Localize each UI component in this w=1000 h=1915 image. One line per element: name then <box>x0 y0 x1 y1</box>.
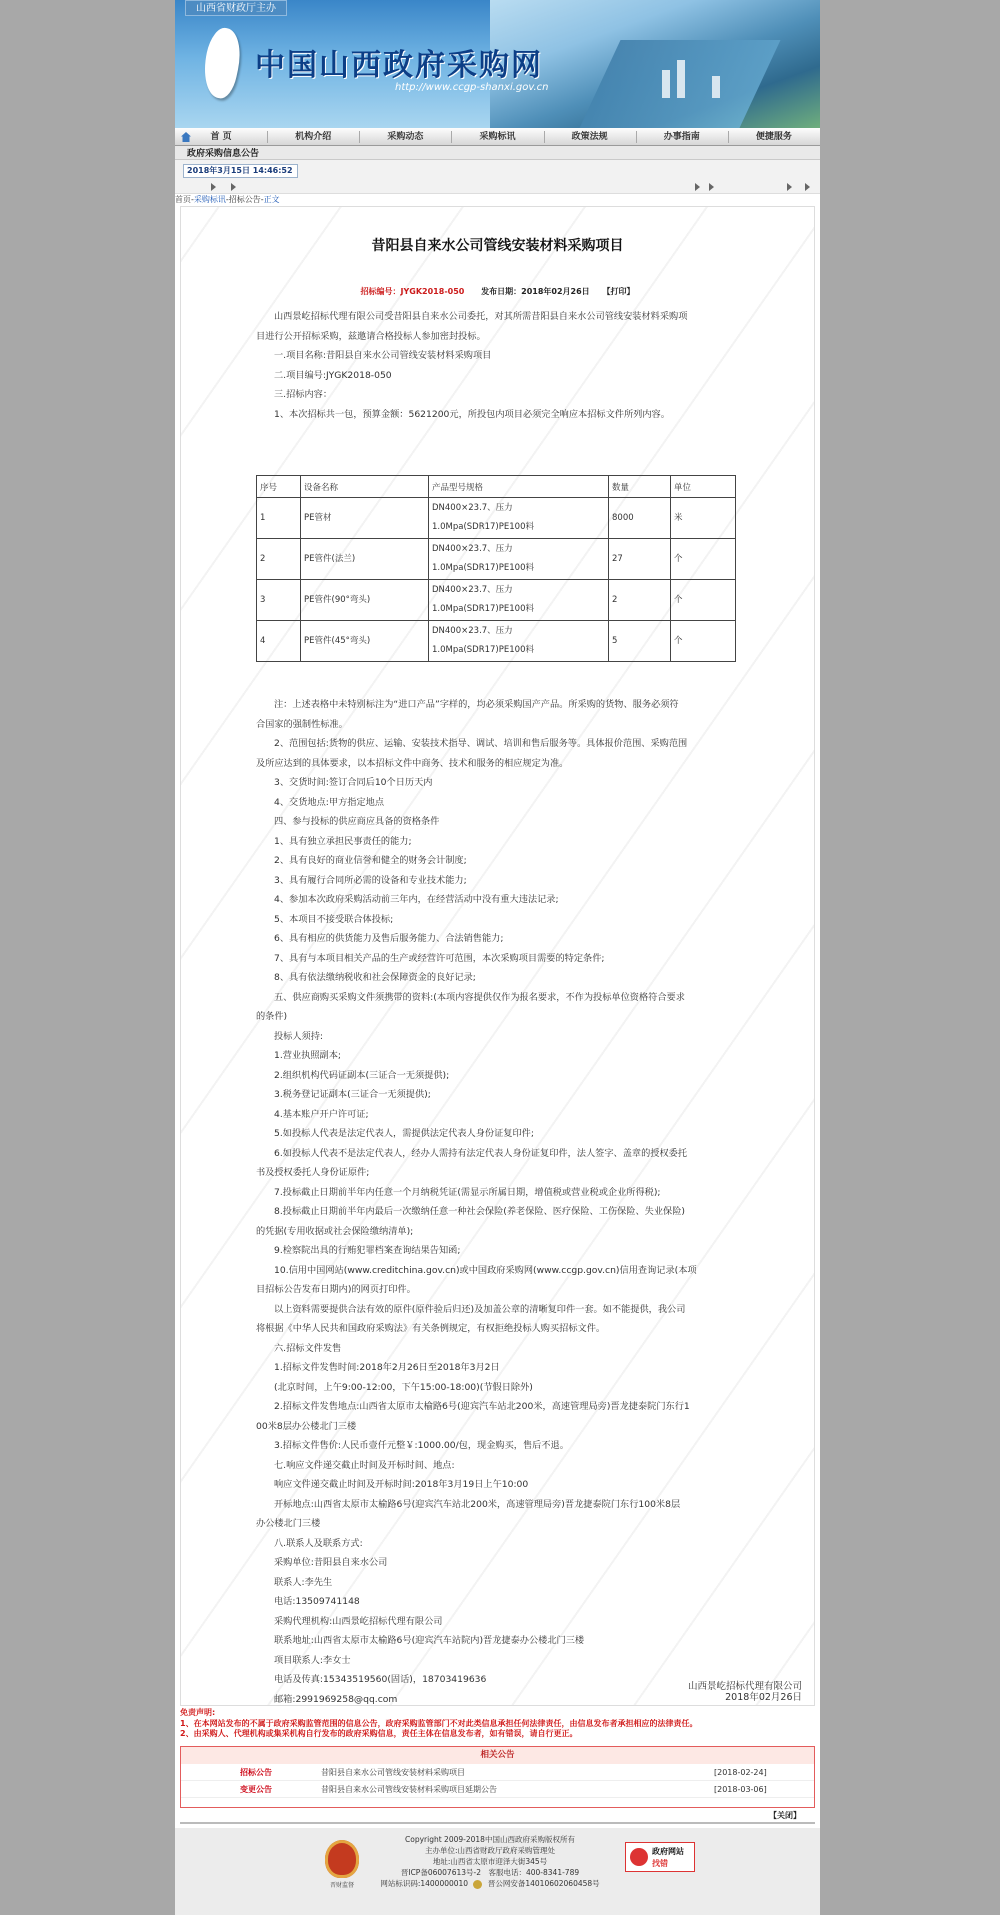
table-row <box>257 498 736 539</box>
cell: DN400×23.7、压力1.0Mpa(SDR17)PE100料 <box>429 498 609 539</box>
nav-label: 首 页 <box>210 132 232 142</box>
paragraph-line: 7.投标截止日期前半年内任意一个月纳税凭证(需显示所属日期，增值税或营业税或企业所得税); <box>274 1186 661 1198</box>
paragraph-line: 以上资料需要提供合法有效的原件(原件验后归还)及加盖公章的清晰复印件一套。如不能提供，我公司 <box>274 1303 686 1315</box>
related-notices <box>180 1746 815 1808</box>
cell: DN400×23.7、压力1.0Mpa(SDR17)PE100料 <box>429 621 609 662</box>
arrow-right-icon[interactable] <box>709 183 714 191</box>
signature-org: 山西景屹招标代理有限公司 <box>687 1681 802 1692</box>
arrow-right-icon[interactable] <box>231 183 236 191</box>
badge-title: 政府网站 <box>652 1847 684 1856</box>
nav-guide[interactable] <box>636 128 728 145</box>
supervision-emblem-icon[interactable] <box>325 1840 359 1878</box>
paragraph-line: 5.如投标人代表是法定代表人，需提供法定代表人身份证复印件; <box>274 1128 534 1139</box>
paragraph-line: 三.招标内容： <box>274 389 333 400</box>
cell: 米 <box>671 498 736 539</box>
notice-content <box>180 206 815 1706</box>
header-banner <box>175 0 820 128</box>
paragraph-line: (北京时间，上午9:00-12:00，下午15:00-18:00)(节假日除外) <box>274 1381 533 1393</box>
paragraph-line: 7、具有与本项目相关产品的生产或经营许可范围，本次采购项目需要的特定条件; <box>274 952 605 964</box>
publish-date: 发布日期：2018年02月26日 <box>481 287 590 296</box>
police-record[interactable]: 晋公网安备14010602060458号 <box>487 1879 600 1888</box>
nav-label: 采购动态 <box>387 132 424 142</box>
table-header-row <box>257 476 736 498</box>
paragraph-line: 00米8层办公楼北门三楼 <box>256 1420 357 1432</box>
table-row <box>257 580 736 621</box>
paragraph-line: 6、具有相应的供货能力及售后服务能力、合法销售能力; <box>274 933 504 944</box>
arrow-right-icon[interactable] <box>695 183 700 191</box>
paragraph-line: 一.项目名称:昔阳县自来水公司管线安装材料采购项目 <box>274 350 492 361</box>
breadcrumb <box>175 194 820 206</box>
paragraph-line: 3、具有履行合同所必需的设备和专业技术能力; <box>274 874 467 886</box>
cell: 1 <box>257 498 301 539</box>
paragraph-line: 采购单位:昔阳县自来水公司 <box>274 1557 388 1568</box>
paragraph-line: 8、具有依法缴纳税收和社会保障资金的良好记录; <box>274 972 476 983</box>
close-bar <box>180 1808 815 1824</box>
cell: DN400×23.7、压力1.0Mpa(SDR17)PE100料 <box>429 539 609 580</box>
paragraph-line: 联系人:李先生 <box>274 1576 333 1588</box>
nav-agencies[interactable] <box>267 128 359 145</box>
paragraph-line: 1、具有独立承担民事责任的能力; <box>274 835 412 847</box>
disclaimer <box>180 1706 815 1746</box>
paragraph-line: 2、具有良好的商业信誉和健全的财务会计制度; <box>274 855 467 866</box>
paragraph-line: 办公楼北门三楼 <box>256 1518 321 1529</box>
section-bar <box>175 146 820 160</box>
find-error-badge[interactable] <box>625 1842 695 1872</box>
paragraph-line: 书及授权委托人身份证原件; <box>256 1167 370 1178</box>
paragraph-line: 6.如投标人代表不是法定代表人，经办人需持有法定代表人身份证复印件，法人签字、盖章的授权委托 <box>274 1147 688 1159</box>
nav-home[interactable] <box>175 128 267 145</box>
col-header: 数量 <box>609 476 671 498</box>
address: 地址:山西省太原市迎泽大街345号 <box>432 1857 548 1866</box>
paragraph-line: 四、参与投标的供应商应具备的资格条件 <box>274 816 440 827</box>
disclaimer-line: 1、在本网站发布的不属于政府采购监管范围的信息公告，政府采购监管部门不对此类信息承担任何法律责任，由信息发布者承担相应的法律责任。 <box>180 1718 698 1728</box>
section-title: 政府采购信息公告 <box>187 149 260 159</box>
nav-label: 政策法规 <box>571 132 608 142</box>
disclaimer-line: 2、由采购人、代理机构或集采机构自行发布的政府采购信息，责任主体在信息发布者，如有错误，请自行更正。 <box>180 1729 578 1738</box>
cell: 个 <box>671 539 736 580</box>
cell: PE管件(90°弯头) <box>301 580 429 621</box>
notice-meta <box>181 286 814 297</box>
cell: 3 <box>257 580 301 621</box>
paragraph-line: 注：上述表格中未特别标注为“进口产品”字样的，均必须采购国产产品。所采购的货物、服务必须符 <box>274 699 679 710</box>
nav-label: 采购标讯 <box>479 132 516 142</box>
badge-subtitle: 找错 <box>652 1859 668 1868</box>
building-graphic <box>712 76 720 98</box>
paragraph-line: 4、交货地点:甲方指定地点 <box>274 796 385 808</box>
paragraph-line: 5、本项目不接受联合体投标; <box>274 913 394 925</box>
paragraph-line: 山西景屹招标代理有限公司受昔阳县自来水公司委托，对其所需昔阳县自来水公司管线安装材料采购项 <box>274 311 688 322</box>
shanxi-map-logo <box>198 25 246 101</box>
paragraph-line: 的条件) <box>256 1011 288 1022</box>
print-link[interactable]: 【打印】 <box>602 287 635 296</box>
items-table <box>256 475 736 662</box>
cell: 4 <box>257 621 301 662</box>
signature <box>688 1681 802 1703</box>
cell: 个 <box>671 580 736 621</box>
paragraph-line: 4.基本账户开户许可证; <box>274 1108 369 1120</box>
paragraph-line: 目进行公开招标采购，兹邀请合格投标人参加密封投标。 <box>256 330 486 342</box>
paragraph-line: 4、参加本次政府采购活动前三年内，在经营活动中没有重大违法记录; <box>274 894 559 905</box>
paragraph-line: 10.信用中国网站(www.creditchina.gov.cn)或中国政府采购网(www.ccgp.gov.cn)信用查询记录(本项 <box>274 1264 697 1276</box>
gov-site-logo-icon <box>630 1848 648 1866</box>
paragraph-line: 五、供应商购买采购文件须携带的资料:(本项内容提供仅作为报名要求，不作为投标单位资格符合要求 <box>274 991 685 1003</box>
notice-intro <box>256 307 751 424</box>
police-badge-icon <box>473 1880 482 1889</box>
paragraph-line: 3.税务登记证副本(三证合一无须提供); <box>274 1089 431 1100</box>
page <box>175 0 820 1899</box>
col-header: 设备名称 <box>301 476 429 498</box>
nav-label: 办事指南 <box>663 132 700 142</box>
building-graphic <box>677 60 685 98</box>
building-graphic <box>662 70 670 98</box>
cell: PE管件(45°弯头) <box>301 621 429 662</box>
paragraph-line: 电话:13509741148 <box>274 1596 360 1607</box>
paragraph-line: 项目联系人:李女士 <box>274 1654 351 1666</box>
breadcrumb-notices: 招标公告 <box>228 195 261 204</box>
disclaimer-title: 免责声明: <box>180 1708 216 1717</box>
breadcrumb-tenders[interactable]: 采购标讯 <box>193 195 226 204</box>
site-url: http://www.ccgp-shanxi.gov.cn <box>395 82 549 93</box>
list-item[interactable] <box>181 1781 814 1798</box>
site-title: 中国山西政府采购网 <box>255 48 543 83</box>
cell: 2 <box>257 539 301 580</box>
notice-link[interactable]: 昔阳县自来水公司管线安装材料采购项目 <box>321 1768 465 1777</box>
col-header: 产品型号规格 <box>429 476 609 498</box>
breadcrumb-current[interactable]: 正文 <box>263 195 280 204</box>
main-nav <box>175 128 820 146</box>
related-title: 相关公告 <box>181 1747 814 1764</box>
arrow-right-icon[interactable] <box>787 183 792 191</box>
paragraph-line: 二.项目编号:JYGK2018-050 <box>274 369 392 381</box>
paragraph-line: 合国家的强制性标准。 <box>256 718 348 730</box>
paragraph-line: 六.招标文件发售 <box>274 1342 342 1354</box>
paragraph-line: 9.检察院出具的行贿犯罪档案查询结果告知函; <box>274 1245 461 1256</box>
footer-info <box>375 1834 605 1889</box>
signature-date: 2018年02月26日 <box>725 1692 802 1703</box>
paragraph-line: 目招标公告发布日期内)的网页打印件。 <box>256 1284 416 1295</box>
close-link[interactable]: 【关闭】 <box>769 1811 801 1820</box>
col-header: 序号 <box>257 476 301 498</box>
paragraph-line: 邮箱:2991969258@qq.com <box>274 1693 398 1705</box>
paragraph-line: 2、范围包括:货物的供应、运输、安装技术指导、调试、培训和售后服务等。具体报价范围、采购范围 <box>274 738 688 749</box>
list-item[interactable] <box>181 1764 814 1781</box>
clock-display: 2018年3月15日 14:46:52 <box>183 164 298 178</box>
copyright: Copyright 2009-2018中国山西政府采购版权所有 <box>405 1835 575 1844</box>
notice-date: [2018-02-24] <box>714 1768 767 1777</box>
sponsor-tag: 山西省财政厅主办 <box>185 0 287 16</box>
cell: 2 <box>609 580 671 621</box>
paragraph-line: 开标地点:山西省太原市太榆路6号(迎宾汽车站北200米，高速管理局旁)晋龙捷泰院门东行100米8层 <box>274 1498 681 1510</box>
paragraph-line: 3.招标文件售价:人民币壹仟元整￥:1000.00/包，现金购买，售后不退。 <box>274 1440 569 1451</box>
tender-code: 招标编号：JYGK2018-050 <box>360 287 465 296</box>
notice-type: 招标公告 <box>240 1768 272 1777</box>
arrow-right-icon[interactable] <box>805 183 810 191</box>
notice-type: 变更公告 <box>240 1785 272 1794</box>
site-codes <box>375 1878 605 1889</box>
notice-date: [2018-03-06] <box>714 1785 767 1794</box>
emblem-label: 晋财监督 <box>329 1882 354 1889</box>
paragraph-line: 的凭据(专用收据或社会保险缴纳清单); <box>256 1225 414 1237</box>
paragraph-line: 1.招标文件发售时间:2018年2月26日至2018年3月2日 <box>274 1362 500 1373</box>
paragraph-line: 七.响应文件递交截止时间及开标时间、地点: <box>274 1459 455 1471</box>
cell: 27 <box>609 539 671 580</box>
col-header: 单位 <box>671 476 736 498</box>
notice-title: 昔阳县自来水公司管线安装材料采购项目 <box>371 238 624 254</box>
cell: PE管材 <box>301 498 429 539</box>
paragraph-line: 将根据《中华人民共和国政府采购法》有关条例规定，有权拒绝投标人购买招标文件。 <box>256 1323 606 1334</box>
paragraph-line: 3、交货时间:签订合同后10个日历天内 <box>274 777 433 788</box>
paragraph-line: 响应文件递交截止时间及开标时间:2018年3月19日上午10:00 <box>274 1479 529 1490</box>
time-bar <box>175 160 820 180</box>
breadcrumb-separator: - <box>225 195 229 204</box>
sponsor: 主办单位:山西省财政厅政府采购管理处 <box>424 1846 556 1855</box>
nav-news[interactable] <box>359 128 451 145</box>
table-row <box>257 539 736 580</box>
paragraph-line: 2.组织机构代码证副本(三证合一无须提供); <box>274 1069 450 1081</box>
paragraph-line: 采购代理机构:山西景屹招标代理有限公司 <box>274 1615 443 1627</box>
paragraph-line: 8.投标截止日期前半年内最后一次缴纳任意一种社会保险(养老保险、医疗保险、工伤保险、失业保险) <box>274 1206 685 1217</box>
notice-link[interactable]: 昔阳县自来水公司管线安装材料采购项目延期公告 <box>321 1785 497 1794</box>
nav-tenders[interactable] <box>451 128 543 145</box>
cell: 8000 <box>609 498 671 539</box>
cell: 5 <box>609 621 671 662</box>
nav-services[interactable] <box>728 128 820 145</box>
footer <box>175 1828 820 1915</box>
nav-label: 机构介绍 <box>295 132 332 142</box>
paragraph-line: 2.招标文件发售地点:山西省太原市太榆路6号(迎宾汽车站北200米，高速管理局旁)晋龙捷泰院门东行1 <box>274 1401 690 1412</box>
paragraph-line: 联系地址:山西省太原市太榆路6号(迎宾汽车站院内)晋龙捷泰办公楼北门三楼 <box>274 1635 585 1646</box>
arrow-right-icon[interactable] <box>211 183 216 191</box>
breadcrumb-separator: - <box>191 195 194 204</box>
cell: 个 <box>671 621 736 662</box>
icp-phone: 晋ICP备06007613号-2 客服电话：400-8341-789 <box>400 1868 580 1877</box>
breadcrumb-separator: - <box>260 195 264 204</box>
paragraph-line: 八.联系人及联系方式: <box>274 1537 363 1549</box>
cell: PE管件(法兰) <box>301 539 429 580</box>
cell: DN400×23.7、压力1.0Mpa(SDR17)PE100料 <box>429 580 609 621</box>
paragraph-line: 投标人须持: <box>274 1030 324 1042</box>
paragraph-line: 1、本次招标共一包，预算金额：5621200元，所投包内项目必须完全响应本招标文件所列内容。 <box>274 408 670 420</box>
notice-body <box>256 695 751 1709</box>
paragraph-line: 及所应达到的具体要求，以本招标文件中商务、技术和服务的相应规定为准。 <box>256 757 569 769</box>
scroll-arrows <box>175 180 820 194</box>
nav-policies[interactable] <box>544 128 636 145</box>
site-code: 网站标识码:1400000010 <box>380 1879 469 1888</box>
paragraph-line: 1.营业执照副本; <box>274 1050 341 1061</box>
table-row <box>257 621 736 662</box>
paragraph-line: 电话及传真:15343519560(固话)，18703419636 <box>274 1674 487 1685</box>
home-icon <box>181 132 191 142</box>
nav-label: 便捷服务 <box>755 132 792 142</box>
breadcrumb-home[interactable]: 首页 <box>175 195 191 204</box>
